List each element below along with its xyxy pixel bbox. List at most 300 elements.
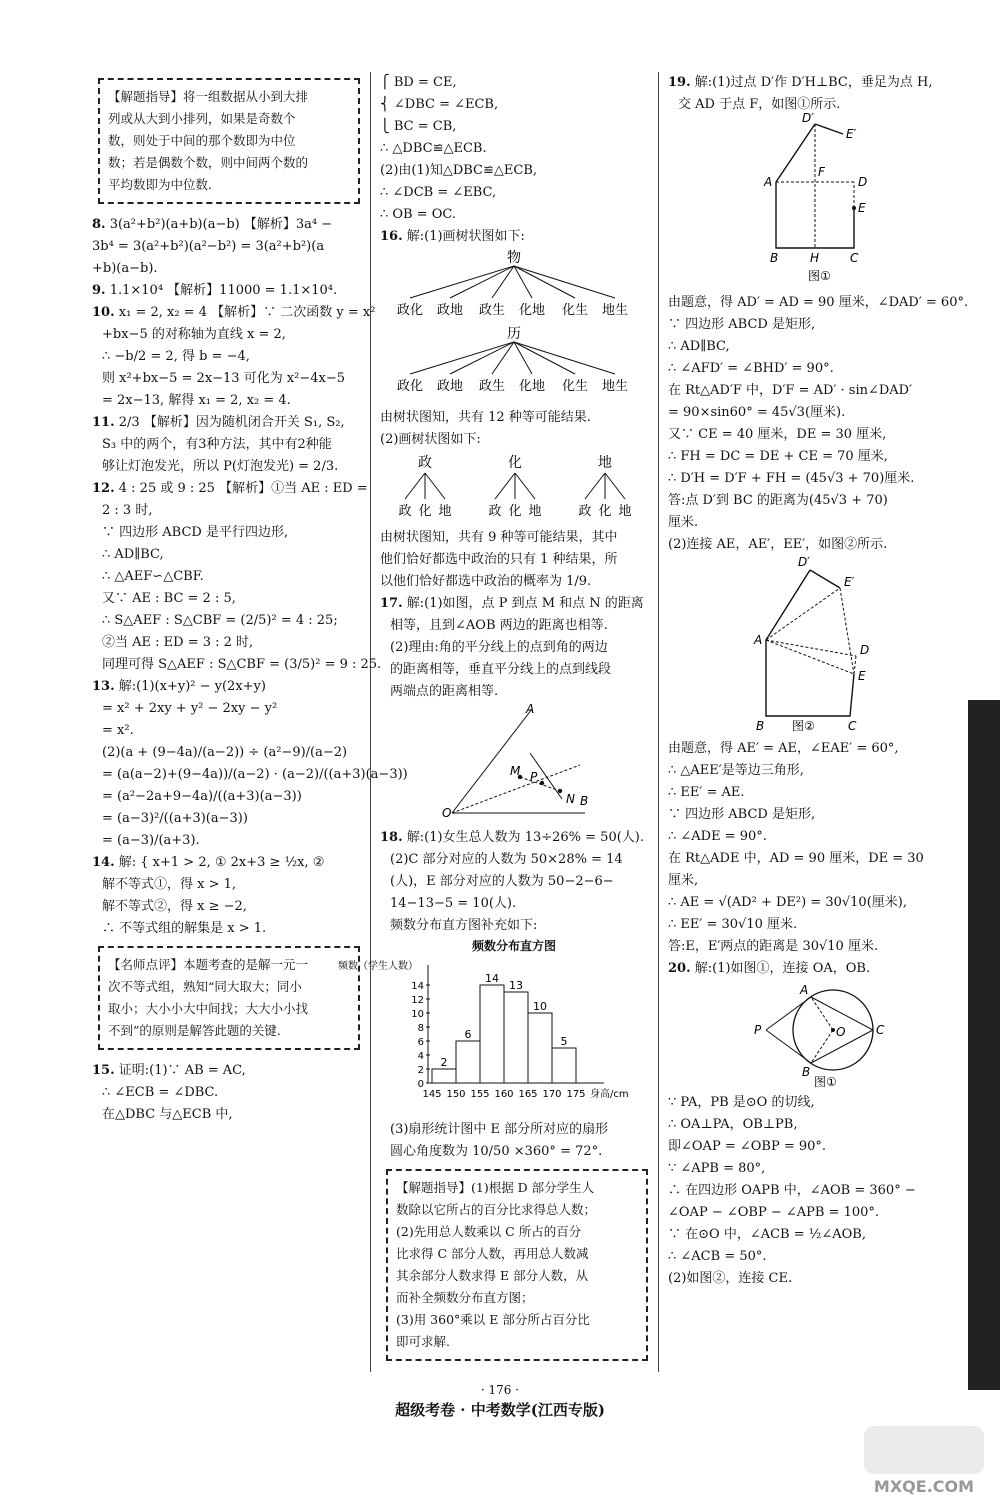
text-line [92, 236, 360, 258]
line-text: ⎧ BD = CE, [380, 75, 457, 90]
line-text: (2)如图②，连接 CE. [668, 1271, 793, 1286]
figure-label: H [810, 251, 820, 265]
text-line [92, 852, 360, 874]
center-point [831, 1028, 835, 1032]
x-tick-label: 145 [422, 1089, 442, 1100]
line-text: ∴ −b/2 = 2, 得 b = −4, [102, 349, 250, 364]
question-number: 16. [380, 229, 403, 244]
tip-line: 数；若是偶数个数，则中间两个数的 [108, 155, 309, 170]
tree-leaf: 化生 [561, 303, 589, 318]
line-text: ∴ AD∥BC, [668, 339, 730, 354]
tip-line: 【解题指导】将一组数据从小到大排 [108, 89, 309, 104]
tip-line: 平均数即为中位数. [108, 177, 212, 192]
segment-mn [520, 777, 560, 791]
tree-leaf: 化生 [561, 379, 589, 394]
tip-line: 次不等式组，熟知“同大取大；同小 [108, 979, 302, 994]
line-text: ∴ ∠ADE = 90°. [668, 829, 767, 844]
tip-line: 其余部分人数求得 E 部分人数，从 [396, 1268, 589, 1283]
watermark-logo [860, 1420, 990, 1500]
tip-line: 比求得 C 部分人数，再用总人数减 [396, 1246, 589, 1261]
text-line [668, 782, 936, 804]
text-line [92, 874, 360, 896]
point [540, 781, 544, 785]
text-line [380, 429, 648, 451]
figure-caption: 图① [808, 269, 831, 283]
line-text: 他们恰好都选中政治的只有 1 种结果，所 [380, 552, 618, 567]
radius [811, 997, 833, 1030]
line-text: ∴ EE′ = AE. [668, 785, 745, 800]
text-line [668, 1180, 936, 1202]
x-tick-label: 150 [446, 1089, 466, 1100]
line-text: (人)，E 部分对应的人数为 50−2−6− [390, 874, 614, 889]
text-line [668, 336, 936, 358]
text-line [92, 588, 360, 610]
text-line [668, 1246, 936, 1268]
text-line [668, 760, 936, 782]
figure-label: F [818, 165, 825, 179]
figure-label: M [510, 764, 521, 778]
text-line [92, 214, 360, 236]
text-line [668, 1092, 936, 1114]
segment-ad-prime [776, 124, 815, 182]
y-tick-label: 0 [417, 1079, 424, 1090]
figure-caption: 图① [814, 1075, 837, 1089]
tree-branch [515, 473, 535, 499]
line-text: = (a−3)/(a+3). [102, 833, 200, 848]
figure-label: D [860, 643, 870, 657]
y-tick-label: 2 [417, 1065, 424, 1076]
line-text: 证明:(1)∵ AB = AC, [118, 1063, 246, 1078]
line-text: 由树状图知，共有 12 种等可能结果. [380, 410, 591, 425]
line-text: (3)扇形统计图中 E 部分所对应的扇形 [390, 1122, 609, 1137]
line-text: = (a(a−2)+(9−4a))/(a−2) · (a−2)/((a+3)(a−3)) [102, 767, 408, 782]
x-tick-label: 170 [542, 1089, 562, 1100]
bar-value-label: 14 [485, 972, 499, 985]
line-text: ⎨ ∠DBC = ∠ECB, [380, 97, 499, 112]
tree-leaf: 政生 [478, 379, 506, 394]
text-line [380, 407, 648, 429]
figure-19-2 [668, 556, 936, 734]
text-line [92, 500, 360, 522]
text-line [380, 160, 648, 182]
text-line [668, 292, 969, 314]
tree-leaf: 政 [488, 504, 502, 519]
line-text: (2)画树状图如下: [380, 432, 481, 447]
line-text: 两端点的距离相等. [390, 684, 499, 699]
line-text: 解不等式②，得 x ≥ −2, [102, 899, 247, 914]
line-text: ∴ △AEE′是等边三角形, [668, 763, 804, 778]
tree-branch [450, 342, 514, 374]
page-footer [0, 1383, 1000, 1420]
x-tick-label: 155 [470, 1089, 490, 1100]
figure-label: B [580, 794, 589, 808]
dashed-segment [840, 588, 854, 674]
line-text: 1.1×10⁴ 【解析】11000 = 1.1×10⁴. [109, 283, 338, 298]
line-text: ②当 AE : ED = 3 : 2 时, [102, 635, 254, 650]
line-text: 以他们恰好都选中政治的概率为 1/9. [380, 574, 592, 589]
x-tick-label: 165 [518, 1089, 538, 1100]
bar-value-label: 6 [464, 1028, 472, 1041]
tree-leaf: 政 [578, 504, 592, 519]
figure-label: C [850, 251, 859, 265]
question-number: 8. [92, 217, 106, 232]
bar-value-label: 10 [533, 1000, 547, 1013]
text-line [92, 830, 360, 852]
text-line [380, 182, 648, 204]
tree-leaf: 地生 [601, 303, 629, 318]
text-line [380, 637, 648, 659]
line-text: 相等，且到∠AOB 两边的距离也相等. [390, 618, 608, 633]
figure-label: B [756, 719, 765, 733]
line-text: ⎩ BC = CB, [380, 119, 457, 134]
histogram-bar [552, 1048, 576, 1083]
text-line [668, 490, 936, 512]
text-line [668, 804, 936, 826]
tree-leaf: 地 [618, 504, 632, 519]
tree-branch [605, 473, 625, 499]
column-3 [668, 72, 969, 1290]
text-line [92, 544, 360, 566]
tip-line: 取小；大小小大中间找；大大小小找 [108, 1001, 309, 1016]
figure-label: C [848, 719, 857, 733]
bar-value-label: 13 [509, 979, 523, 992]
line-text: = x² + 2xy + y² − 2xy − y² [102, 701, 278, 716]
question-number: 12. [92, 481, 115, 496]
text-line [92, 390, 360, 412]
text-line [380, 138, 648, 160]
text-line [92, 808, 360, 830]
line-text: ∴ ∠ECB = ∠DBC. [102, 1085, 219, 1100]
text-line [668, 870, 936, 892]
tree-leaf: 政化 [396, 303, 424, 318]
text-line [668, 1136, 936, 1158]
text-line [668, 1114, 936, 1136]
figure-label: O [442, 806, 452, 820]
figure-20-1 [668, 980, 936, 1088]
line-text: 2/3 【解析】因为随机闭合开关 S₁, S₂, [118, 415, 345, 430]
figure-label: E [858, 201, 866, 215]
tree-branch [410, 342, 514, 374]
figure-label: D′ [802, 111, 814, 125]
line-text: 频数分布直方图补充如下: [390, 918, 538, 933]
segment-d-prime-e-prime [810, 570, 840, 588]
line-text: 解不等式①，得 x > 1, [102, 877, 237, 892]
text-line [380, 94, 648, 116]
text-line [380, 116, 648, 138]
figure-label: P [754, 1023, 762, 1037]
figure-label: P [530, 770, 538, 784]
figure-label: N [566, 792, 575, 806]
line-text: 解:(1)过点 D′作 D′H⊥BC，垂足为点 H, [694, 75, 933, 90]
text-line [668, 314, 936, 336]
text-line [92, 434, 360, 456]
text-line [668, 1158, 936, 1180]
book-title: 超级考卷 · 中考数学(江西专版) [395, 1401, 605, 1419]
bar-value-label: 5 [560, 1035, 568, 1048]
line-text: 2 : 3 时, [102, 503, 153, 518]
line-text: ∴ AD∥BC, [102, 547, 164, 562]
text-line [668, 512, 936, 534]
angle-bisector-figure [380, 703, 648, 823]
line-text: = 2x−13, 解得 x₁ = 2, x₂ = 4. [102, 393, 291, 408]
tree-leaf: 政地 [436, 303, 464, 318]
line-text: 够让灯泡发光，所以 P(灯泡发光) = 2/3. [102, 459, 339, 474]
text-line [92, 896, 360, 918]
x-axis-label: 身高/cm [590, 1089, 629, 1100]
line-text: ∵ 在⊙O 中，∠ACB = ½∠AOB, [668, 1227, 866, 1242]
tree-root: 历 [507, 326, 521, 342]
line-text: ∵ PA，PB 是⊙O 的切线, [668, 1095, 815, 1110]
histogram-bar [456, 1041, 480, 1083]
text-line [668, 534, 936, 556]
text-line [380, 827, 648, 849]
ray-oa [452, 709, 532, 813]
figure-label: B [770, 251, 779, 265]
tip-line: (2)先用总人数乘以 C 所占的百分 [396, 1224, 582, 1239]
tree-branch [495, 473, 515, 499]
point-e [852, 206, 856, 210]
tree-branch [492, 266, 514, 298]
histogram-bar [528, 1013, 552, 1083]
text-line [92, 632, 360, 654]
line-text: ∵ ∠APB = 80°, [668, 1161, 766, 1176]
line-text: 在 Rt△ADE 中，AD = 90 厘米，DE = 30 [668, 851, 924, 866]
tree-leaf: 政地 [436, 379, 464, 394]
segment-d-prime-e-prime [815, 124, 843, 134]
line-text: ∠OAP − ∠OBP − ∠APB = 100°. [668, 1205, 880, 1220]
tip-line: 数除以它所占的百分比求得总人数； [396, 1202, 597, 1217]
y-tick-label: 4 [417, 1051, 424, 1062]
figure-label: E′ [844, 575, 855, 589]
text-line [380, 893, 648, 915]
text-line [668, 424, 936, 446]
figure-label: B [802, 1065, 811, 1079]
text-line [668, 848, 936, 870]
line-text: ∵ 四边形 ABCD 是矩形, [668, 317, 816, 332]
page-edge-tab [968, 700, 1000, 1390]
tree-branch [492, 342, 514, 374]
text-line [380, 72, 648, 94]
tree-leaf: 化 [508, 504, 522, 519]
tip-line: 【解题指导】(1)根据 D 部分学生人 [396, 1180, 595, 1195]
line-text: ∴ D′H = D′F + FH = (45√3 + 70)厘米. [668, 471, 915, 486]
line-text: 解:(1)如图，点 P 到点 M 和点 N 的距离 [406, 596, 644, 611]
line-text: ∴ ∠AFD′ = ∠BHD′ = 90°. [668, 361, 834, 376]
line-text: +bx−5 的对称轴为直线 x = 2, [102, 327, 286, 342]
text-line [92, 742, 360, 764]
radius [811, 1030, 833, 1063]
tip-line: 列或从大到小排列，如果是奇数个 [108, 111, 296, 126]
tree-root: 政 [418, 455, 432, 471]
question-number: 15. [92, 1063, 115, 1078]
figure-label: D [858, 175, 868, 189]
text-line [380, 226, 648, 248]
text-line [380, 571, 648, 593]
tree-branch [405, 473, 425, 499]
tree-diagram-1 [380, 248, 648, 403]
y-tick-label: 14 [411, 981, 424, 992]
column-divider [658, 72, 659, 1372]
tree-leaf: 地 [438, 504, 452, 519]
tree-leaf: 化 [418, 504, 432, 519]
line-text: (2)连接 AE，AE′，EE′，如图②所示. [668, 537, 888, 552]
text-line [668, 936, 936, 958]
line-text: 14−13−5 = 10(人). [390, 896, 517, 911]
tree-branch [450, 266, 514, 298]
tree-leaf: 政 [398, 504, 412, 519]
text-line [92, 280, 360, 302]
line-text: (2)(a + (9−4a)/(a−2)) ÷ (a²−9)/(a−2) [102, 745, 348, 760]
text-line [92, 522, 360, 544]
x-tick-label: 175 [566, 1089, 586, 1100]
question-number: 10. [92, 305, 115, 320]
figure-label: A [526, 702, 535, 716]
tree-leaf: 地生 [601, 379, 629, 394]
page-number: · 176 · [480, 1383, 520, 1397]
line-text: 的距离相等，垂直平分线上的点到线段 [390, 662, 612, 677]
text-line [380, 659, 648, 681]
line-text: +b)(a−b). [92, 261, 158, 276]
line-text: 同理可得 S△AEF : S△CBF = (3/5)² = 9 : 25. [102, 657, 382, 672]
text-line [92, 478, 368, 500]
column-divider [370, 72, 371, 1372]
text-line [668, 914, 936, 936]
y-axis-label: 频数（学生人数） [338, 961, 418, 972]
text-line [668, 380, 936, 402]
line-text: ∴ 不等式组的解集是 x > 1. [102, 921, 267, 936]
watermark-text: MXQE.COM [873, 1477, 975, 1496]
line-text: S₃ 中的两个，有3种方法，其中有2种能 [102, 437, 332, 452]
dashed-segment [854, 656, 856, 674]
figure-19-1 [668, 111, 936, 288]
line-text: 3(a²+b²)(a+b)(a−b) 【解析】3a⁴ − [109, 217, 333, 232]
text-line [380, 527, 648, 549]
text-line [92, 324, 360, 346]
figure-caption: 图② [792, 719, 815, 733]
figure-label: E′ [846, 127, 857, 141]
line-text: 解:(1)画树状图如下: [406, 229, 525, 244]
text-line [380, 549, 648, 571]
line-text: ∴ △AEF∽△CBF. [102, 569, 204, 584]
text-line [92, 302, 376, 324]
text-line [380, 871, 648, 893]
text-line [92, 1104, 360, 1126]
figure-label: E [858, 669, 866, 683]
line-text: 解:(1)如图①，连接 OA，OB. [694, 961, 871, 976]
text-line [668, 1202, 936, 1224]
text-line [92, 764, 408, 786]
line-text: 由题意，得 AD′ = AD = 90 厘米，∠DAD′ = 60°. [668, 295, 969, 310]
line-text: ∴ OB = OC. [380, 207, 457, 222]
text-line [92, 1082, 360, 1104]
figure-label: O [836, 1025, 846, 1039]
text-line [668, 1224, 936, 1246]
tree-diagram-2 [380, 451, 648, 523]
text-line [92, 610, 360, 632]
line-text: 答:E，E′两点的距离是 30√10 厘米. [668, 939, 879, 954]
text-line [668, 72, 936, 94]
text-line [92, 368, 360, 390]
line-text: 解: { x+1 > 2, ① 2x+3 ≥ ½x, ② [118, 855, 325, 870]
line-text: 厘米, [668, 873, 699, 888]
text-line [380, 915, 648, 937]
text-line [668, 402, 936, 424]
line-text: ∴ AE = √(AD² + DE²) = 30√10(厘米), [668, 895, 907, 910]
line-text: ∴ 在四边形 OAPB 中，∠AOB = 360° − [668, 1183, 916, 1198]
line-text: 解:(1)女生总人数为 13÷26% = 50(人). [406, 830, 644, 845]
line-text: 交 AD 于点 F，如图①所示. [678, 97, 841, 112]
line-text: 在 Rt△AD′F 中，D′F = AD′ · sin∠DAD′ [668, 383, 913, 398]
tip-line: 而补全频数分布直方图； [396, 1290, 534, 1305]
tip-box [98, 946, 360, 1050]
figure-label: A [754, 633, 763, 647]
tree-branch [425, 473, 445, 499]
tree-leaf: 化地 [518, 379, 546, 394]
tree-root: 物 [507, 250, 521, 266]
line-text: ∴ FH = DC = DE + CE = 70 厘米, [668, 449, 888, 464]
text-line [92, 676, 360, 698]
tip-line: 【名师点评】本题考查的是解一元一 [108, 957, 309, 972]
column-2 [338, 72, 648, 1371]
line-text: ∵ 四边形 ABCD 是平行四边形, [102, 525, 289, 540]
segment [766, 997, 811, 1030]
tip-box [98, 78, 360, 204]
text-line [380, 593, 648, 615]
histogram-bar [432, 1069, 456, 1083]
line-text: 4 : 25 或 9 : 25 【解析】①当 AE : ED = [118, 481, 368, 496]
line-text: 即∠OAP = ∠OBP = 90°. [668, 1139, 827, 1154]
tip-box [386, 1169, 648, 1361]
line-text: x₁ = 2, x₂ = 4 【解析】∵ 二次函数 y = x² [118, 305, 376, 320]
tip-line: 数，则处于中间的那个数即为中位 [108, 133, 296, 148]
y-tick-label: 8 [417, 1023, 424, 1034]
line-text: = (a²−2a+9−4a)/((a+3)(a−3)) [102, 789, 302, 804]
line-text: ∴ S△AEF : S△CBF = (2/5)² = 4 : 25; [102, 613, 338, 628]
figure-label: D′ [798, 555, 810, 569]
text-line [92, 346, 360, 368]
histogram-bar [504, 992, 528, 1083]
line-text: 解:(1)(x+y)² − y(2x+y) [118, 679, 266, 694]
text-line [92, 258, 360, 280]
x-tick-label: 160 [494, 1089, 514, 1100]
text-line [380, 1141, 648, 1163]
tree-leaf: 化 [598, 504, 612, 519]
text-line [92, 1060, 360, 1082]
line-text: 又∵ AE : BC = 2 : 5, [102, 591, 236, 606]
text-line [668, 446, 936, 468]
text-line [380, 204, 648, 226]
dashed-segment [766, 640, 854, 674]
text-line [92, 456, 360, 478]
figure-outline [766, 570, 854, 716]
dashed-segment [766, 640, 856, 656]
question-number: 9. [92, 283, 106, 298]
line-text: ∴ ∠ACB = 50°. [668, 1249, 767, 1264]
line-text: (2)由(1)知△DBC≌△ECB, [380, 163, 538, 178]
text-line [668, 958, 936, 980]
text-line [92, 698, 360, 720]
text-line [92, 412, 360, 434]
text-line [668, 1268, 936, 1290]
line-text: ∴ EE′ = 30√10 厘米. [668, 917, 798, 932]
text-line [668, 358, 936, 380]
histogram-bar [480, 985, 504, 1083]
line-text: 圆心角度数为 10/50 ×360° = 72°. [390, 1144, 603, 1159]
question-number: 19. [668, 75, 691, 90]
tip-line: 即可求解. [396, 1334, 450, 1349]
line-text: ∴ ∠DCB = ∠EBC, [380, 185, 497, 200]
text-line [92, 918, 360, 940]
